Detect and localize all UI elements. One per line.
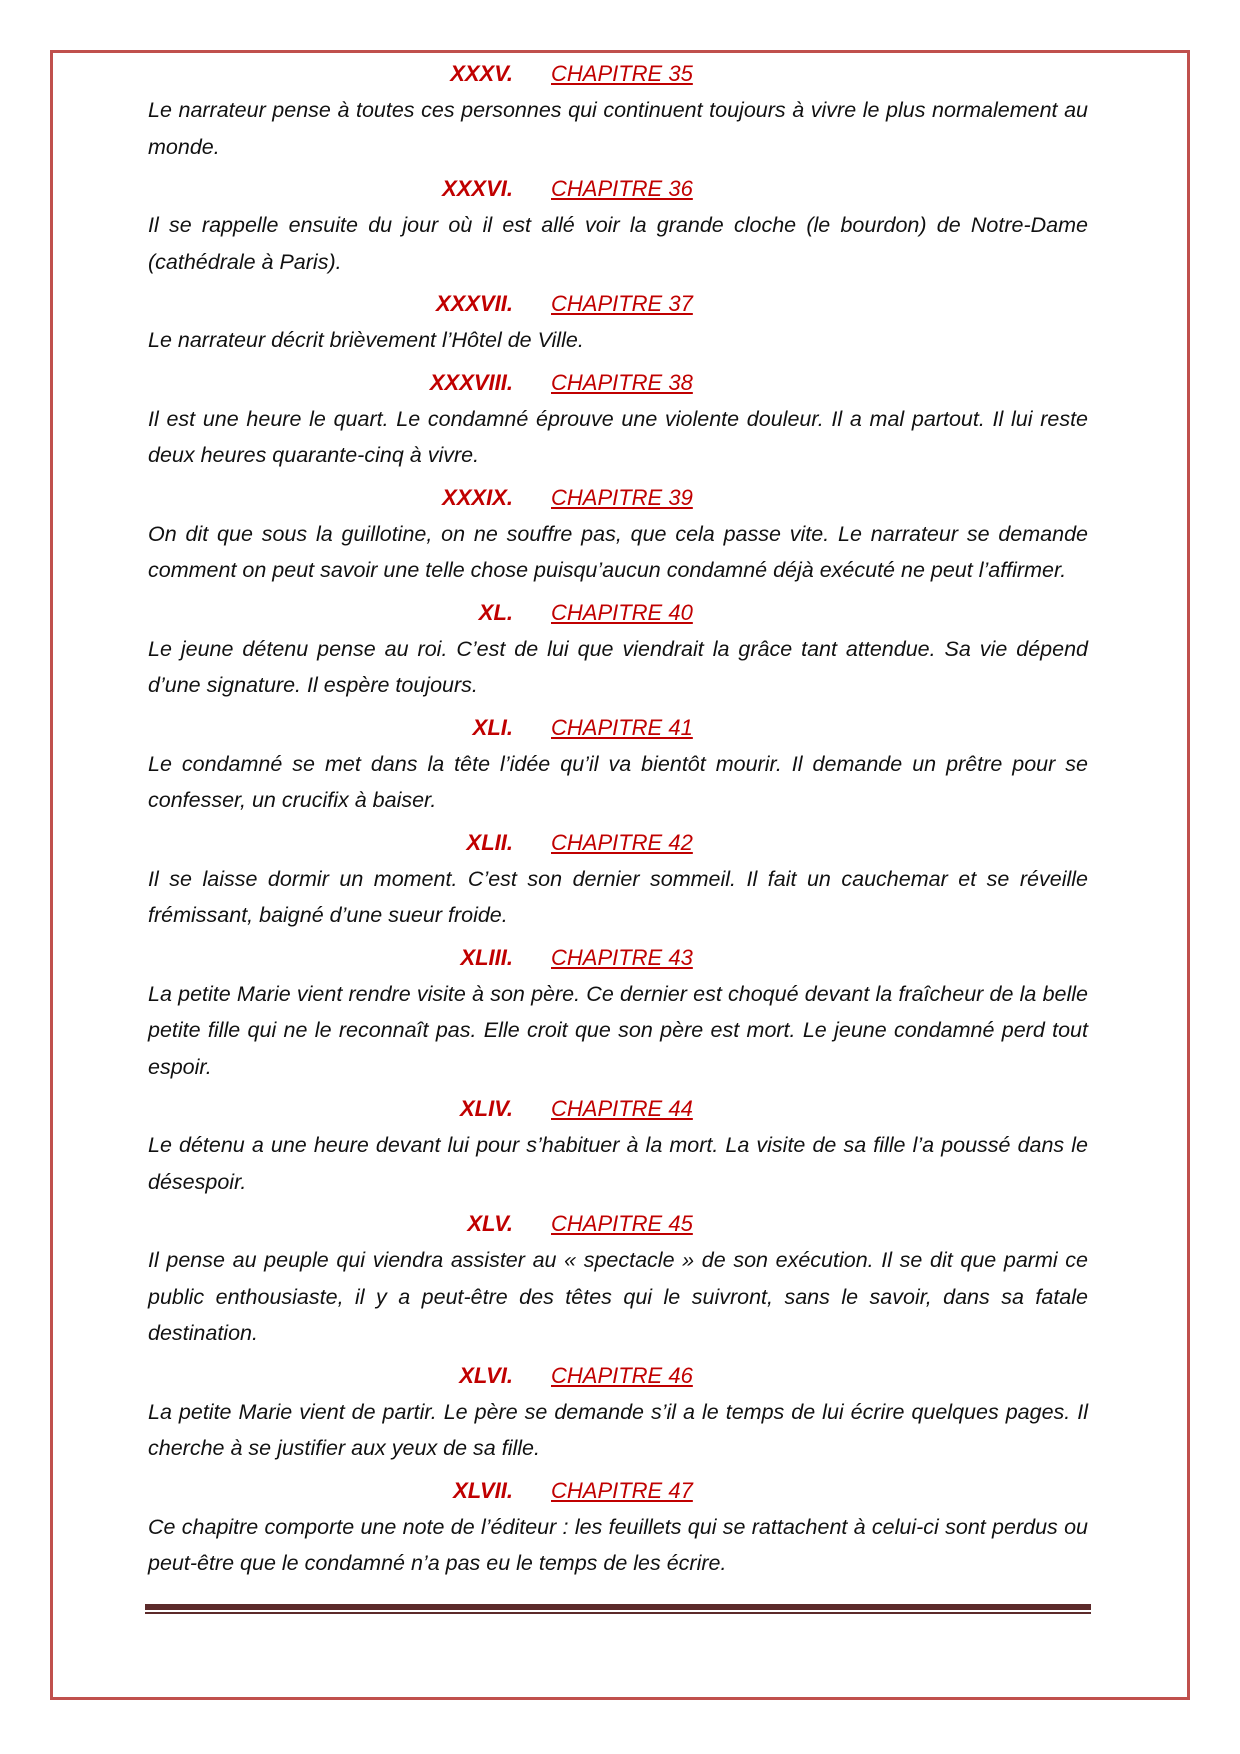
- chapter-link[interactable]: CHAPITRE 41: [551, 714, 693, 740]
- footer-rule-thin: [145, 1612, 1091, 1614]
- chapter-heading: [148, 1358, 1088, 1394]
- chapter-numeral: XLII.: [466, 829, 513, 855]
- chapter-numeral: XXXV.: [450, 61, 513, 86]
- chapter-summary-list: [148, 56, 1088, 1588]
- chapter-numeral: XXXVII.: [435, 291, 513, 316]
- chapter-section-47: [148, 1473, 1088, 1582]
- chapter-section-37: [148, 286, 1088, 359]
- chapter-summary: Il pense au peuple qui viendra assister au « spectacle » de son exécution. Il se dit que parmi ce public enthousiaste, il y a peut-être des têtes qui le suivront, sans le savoir, dans sa fatale destination.: [148, 1248, 1088, 1345]
- chapter-heading: [148, 480, 1088, 516]
- chapter-link[interactable]: CHAPITRE 46: [551, 1362, 693, 1388]
- chapter-section-39: [148, 480, 1088, 589]
- chapter-link[interactable]: CHAPITRE 36: [551, 176, 693, 201]
- chapter-heading: [148, 1091, 1088, 1127]
- chapter-summary: Le condamné se met dans la tête l’idée qu’il va bientôt mourir. Il demande un prêtre pour se confesser, un crucifix à baiser.: [148, 751, 1088, 812]
- chapter-link[interactable]: CHAPITRE 44: [551, 1096, 693, 1121]
- chapter-numeral: XL.: [478, 599, 513, 625]
- chapter-section-44: [148, 1091, 1088, 1200]
- chapter-link[interactable]: CHAPITRE 45: [551, 1211, 693, 1236]
- chapter-summary: Ce chapitre comporte une note de l’éditeur : les feuillets qui se rattachent à celui-ci sont perdus ou peut-être que le condamné n’a pas eu le temps de les écrire.: [148, 1514, 1088, 1575]
- chapter-section-46: [148, 1358, 1088, 1467]
- chapter-heading: [148, 365, 1088, 401]
- chapter-numeral: XXXVI.: [442, 176, 513, 201]
- chapter-link[interactable]: CHAPITRE 39: [551, 484, 693, 510]
- chapter-numeral: XLIV.: [460, 1096, 513, 1121]
- chapter-section-45: [148, 1206, 1088, 1352]
- footer-rule-thick: [145, 1604, 1091, 1610]
- chapter-heading: [148, 940, 1088, 976]
- chapter-heading: [148, 595, 1088, 631]
- chapter-link[interactable]: CHAPITRE 47: [551, 1477, 693, 1503]
- chapter-link[interactable]: CHAPITRE 37: [551, 291, 693, 316]
- chapter-heading: [148, 171, 1088, 207]
- chapter-numeral: XLV.: [467, 1211, 513, 1236]
- chapter-numeral: XXXIX.: [442, 484, 513, 510]
- chapter-numeral: XLVI.: [459, 1362, 513, 1388]
- chapter-section-43: [148, 940, 1088, 1086]
- chapter-numeral: XXXVIII.: [429, 369, 513, 395]
- chapter-heading: [148, 710, 1088, 746]
- chapter-link[interactable]: CHAPITRE 43: [551, 944, 693, 970]
- chapter-summary: Il se rappelle ensuite du jour où il est allé voir la grande cloche (le bourdon) de Notre-Dame (cathédrale à Paris).: [148, 213, 1088, 274]
- chapter-summary: Le narrateur pense à toutes ces personnes qui continuent toujours à vivre le plus normalement au monde.: [148, 98, 1088, 159]
- chapter-link[interactable]: CHAPITRE 40: [551, 599, 693, 625]
- chapter-summary: Le narrateur décrit brièvement l’Hôtel de Ville.: [148, 328, 584, 352]
- chapter-summary: On dit que sous la guillotine, on ne souffre pas, que cela passe vite. Le narrateur se demande comment on peut savoir une telle chose puisqu’aucun condamné déjà exécuté ne peut l’affirmer.: [148, 521, 1088, 582]
- chapter-heading: [148, 56, 1088, 92]
- chapter-summary: Il se laisse dormir un moment. C’est son dernier sommeil. Il fait un cauchemar et se réveille frémissant, baigné d’une sueur froide.: [148, 866, 1088, 927]
- chapter-heading: [148, 286, 1088, 322]
- chapter-link[interactable]: CHAPITRE 38: [551, 369, 693, 395]
- chapter-section-42: [148, 825, 1088, 934]
- chapter-section-41: [148, 710, 1088, 819]
- chapter-summary: Il est une heure le quart. Le condamné éprouve une violente douleur. Il a mal partout. Il lui reste deux heures quarante-cinq à vivre.: [148, 406, 1088, 467]
- chapter-link[interactable]: CHAPITRE 42: [551, 829, 693, 855]
- chapter-numeral: XLVII.: [453, 1477, 513, 1503]
- chapter-summary: Le détenu a une heure devant lui pour s’habituer à la mort. La visite de sa fille l’a poussé dans le désespoir.: [148, 1133, 1088, 1194]
- chapter-numeral: XLI.: [472, 714, 513, 740]
- chapter-summary: La petite Marie vient de partir. Le père se demande s’il a le temps de lui écrire quelques pages. Il cherche à se justifier aux yeux de sa fille.: [148, 1399, 1088, 1460]
- chapter-section-40: [148, 595, 1088, 704]
- chapter-section-36: [148, 171, 1088, 280]
- chapter-heading: [148, 1473, 1088, 1509]
- chapter-summary: Le jeune détenu pense au roi. C’est de lui que viendrait la grâce tant attendue. Sa vie dépend d’une signature. Il espère toujours.: [148, 636, 1088, 697]
- chapter-heading: [148, 825, 1088, 861]
- chapter-section-38: [148, 365, 1088, 474]
- chapter-link[interactable]: CHAPITRE 35: [551, 61, 693, 86]
- footer-rule: [145, 1604, 1091, 1614]
- chapter-summary: La petite Marie vient rendre visite à son père. Ce dernier est choqué devant la fraîcheur de la belle petite fille qui ne le reconnaît pas. Elle croit que son père est mort. Le jeune condamné perd tout espoir.: [148, 981, 1088, 1079]
- chapter-numeral: XLIII.: [460, 944, 513, 970]
- chapter-section-35: [148, 56, 1088, 165]
- chapter-heading: [148, 1206, 1088, 1242]
